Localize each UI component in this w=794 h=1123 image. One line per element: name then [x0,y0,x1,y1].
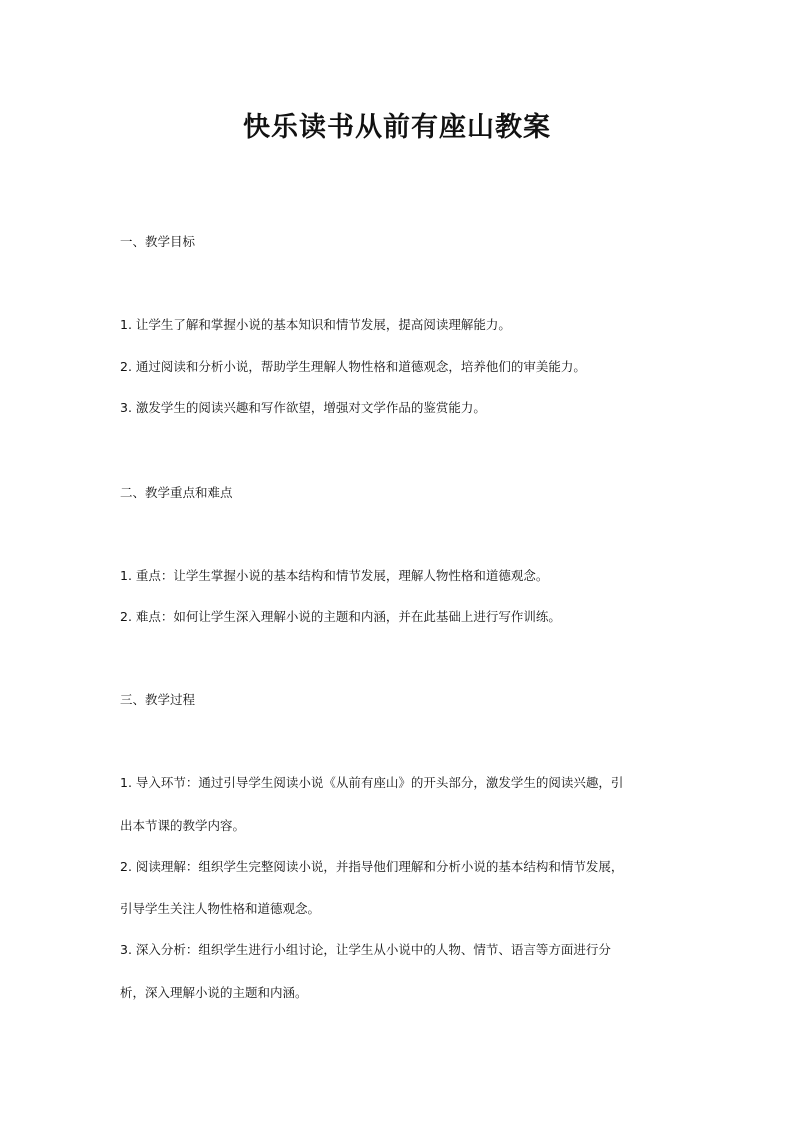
objective-item-3: 3. 激发学生的阅读兴趣和写作欲望，增强对文学作品的鉴赏能力。 [120,400,486,415]
section-heading-key-points: 二、教学重点和难点 [120,485,233,500]
process-item-2-line-2: 引导学生关注人物性格和道德观念。 [120,901,321,916]
key-point-item-2: 2. 难点：如何让学生深入理解小说的主题和内涵，并在此基础上进行写作训练。 [120,609,561,624]
section-heading-process: 三、教学过程 [120,692,196,707]
section-heading-objectives: 一、教学目标 [120,234,196,249]
objective-item-2: 2. 通过阅读和分析小说，帮助学生理解人物性格和道德观念，培养他们的审美能力。 [120,359,586,374]
key-point-item-1: 1. 重点：让学生掌握小说的基本结构和情节发展，理解人物性格和道德观念。 [120,568,549,583]
process-item-1-line-1: 1. 导入环节：通过引导学生阅读小说《从前有座山》的开头部分，激发学生的阅读兴趣，引 [120,775,624,790]
process-item-2-line-1: 2. 阅读理解：组织学生完整阅读小说，并指导他们理解和分析小说的基本结构和情节发展， [120,859,624,874]
process-item-3-line-1: 3. 深入分析：组织学生进行小组讨论，让学生从小说中的人物、情节、语言等方面进行分 [120,942,611,957]
process-item-3-line-2: 析，深入理解小说的主题和内涵。 [120,985,308,1000]
document-title: 快乐读书从前有座山教案 [243,112,551,143]
objective-item-1: 1. 让学生了解和掌握小说的基本知识和情节发展，提高阅读理解能力。 [120,317,511,332]
process-item-1-line-2: 出本节课的教学内容。 [120,818,246,833]
